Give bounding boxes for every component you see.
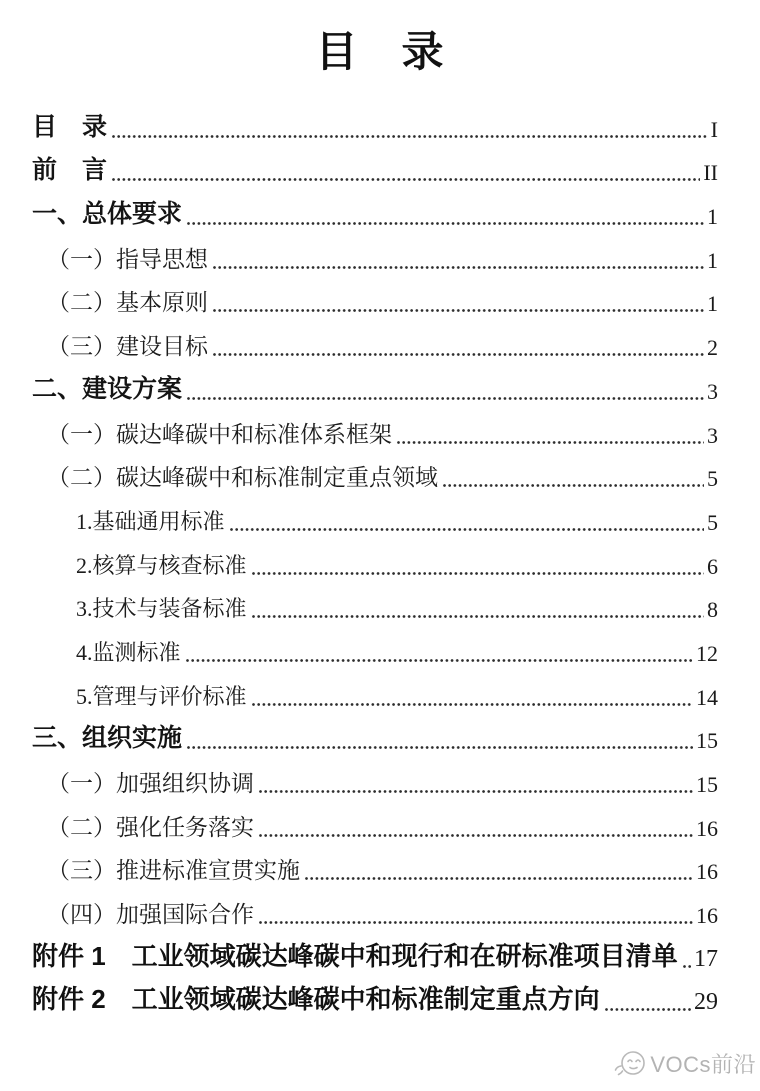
toc-entry-label: （二）基本原则 bbox=[47, 290, 208, 316]
toc-entry-label: 目 录 bbox=[32, 112, 108, 141]
dot-leader bbox=[213, 266, 704, 269]
toc-list bbox=[0, 105, 760, 1022]
toc-entry-label: （二）碳达峰碳中和标准制定重点领域 bbox=[47, 465, 438, 491]
toc-entry bbox=[32, 673, 718, 717]
dot-leader bbox=[112, 178, 700, 181]
dot-leader bbox=[112, 135, 708, 138]
toc-entry-label: 5.管理与评价标准 bbox=[76, 683, 247, 709]
toc-entry bbox=[32, 149, 718, 193]
toc-entry bbox=[32, 804, 718, 848]
toc-entry-page: I bbox=[710, 116, 718, 142]
toc-entry-page: 3 bbox=[707, 422, 718, 448]
toc-entry bbox=[32, 323, 718, 367]
toc-entry-label: 三、组织实施 bbox=[32, 724, 183, 753]
toc-entry-label: 3.技术与装备标准 bbox=[76, 596, 247, 622]
dot-leader bbox=[252, 572, 704, 575]
toc-entry bbox=[32, 236, 718, 280]
dot-leader bbox=[252, 615, 704, 618]
toc-entry-label: （三）建设目标 bbox=[47, 334, 208, 360]
toc-entry bbox=[32, 979, 718, 1023]
toc-entry bbox=[32, 891, 718, 935]
toc-entry-page: 16 bbox=[696, 903, 718, 929]
toc-entry-label: 4.监测标准 bbox=[76, 639, 181, 665]
toc-entry-label: （一）碳达峰碳中和标准体系框架 bbox=[47, 421, 392, 447]
watermark bbox=[614, 1048, 756, 1079]
toc-entry-label: 附件 1 工业领域碳达峰碳中和现行和在研标准项目清单 bbox=[32, 940, 678, 971]
toc-entry-page: II bbox=[703, 160, 718, 186]
toc-entry-page: 15 bbox=[696, 728, 718, 754]
toc-entry-label: 一、总体要求 bbox=[32, 200, 183, 229]
dot-leader bbox=[259, 834, 693, 837]
watermark-text: VOCs前沿 bbox=[650, 1052, 756, 1077]
toc-entry-page: 3 bbox=[707, 378, 718, 404]
dot-leader bbox=[605, 1008, 691, 1011]
dot-leader bbox=[213, 309, 704, 312]
dot-leader bbox=[187, 746, 693, 749]
toc-entry bbox=[32, 367, 718, 411]
dot-leader bbox=[186, 659, 693, 662]
toc-entry-page: 16 bbox=[696, 815, 718, 841]
toc-entry bbox=[32, 411, 718, 455]
toc-entry bbox=[32, 935, 718, 979]
toc-entry-page: 1 bbox=[707, 291, 718, 317]
toc-entry-label: 二、建设方案 bbox=[32, 374, 183, 403]
toc-entry-page: 29 bbox=[694, 989, 718, 1016]
toc-entry-label: （四）加强国际合作 bbox=[47, 902, 254, 928]
dot-leader bbox=[213, 353, 704, 356]
dot-leader bbox=[187, 397, 704, 400]
toc-entry-page: 17 bbox=[694, 945, 718, 972]
toc-entry-label: （二）强化任务落实 bbox=[47, 814, 254, 840]
toc-entry-page: 6 bbox=[707, 553, 718, 579]
toc-entry-page: 1 bbox=[707, 247, 718, 273]
toc-entry-page: 5 bbox=[707, 509, 718, 535]
toc-entry bbox=[32, 498, 718, 542]
toc-entry-label: 前 言 bbox=[32, 156, 108, 185]
toc-entry bbox=[32, 848, 718, 892]
toc-entry bbox=[32, 542, 718, 586]
dot-leader bbox=[305, 877, 693, 880]
toc-entry-label: 2.核算与核查标准 bbox=[76, 552, 247, 578]
dot-leader bbox=[683, 965, 691, 968]
dot-leader bbox=[187, 222, 704, 225]
toc-entry-page: 5 bbox=[707, 466, 718, 492]
wechat-face-icon bbox=[614, 1048, 647, 1079]
dot-leader bbox=[259, 921, 693, 924]
dot-leader bbox=[397, 441, 704, 444]
toc-entry-page: 16 bbox=[696, 859, 718, 885]
toc-entry-page: 14 bbox=[696, 684, 718, 710]
toc-entry bbox=[32, 586, 718, 630]
toc-entry-label: 1.基础通用标准 bbox=[76, 508, 225, 534]
toc-entry bbox=[32, 760, 718, 804]
page-title: 目 录 bbox=[315, 28, 445, 75]
toc-entry-label: （一）加强组织协调 bbox=[47, 771, 254, 796]
dot-leader bbox=[443, 484, 704, 487]
toc-entry-label: 附件 2 工业领域碳达峰碳中和标准制定重点方向 bbox=[32, 984, 600, 1015]
toc-entry-page: 12 bbox=[696, 640, 718, 666]
toc-entry-page: 1 bbox=[707, 204, 718, 230]
toc-entry bbox=[32, 280, 718, 324]
toc-entry-page: 15 bbox=[696, 772, 718, 797]
toc-entry bbox=[32, 717, 718, 761]
dot-leader bbox=[259, 790, 693, 793]
toc-entry-label: （一）指导思想 bbox=[47, 246, 208, 272]
dot-leader bbox=[252, 703, 693, 706]
toc-entry-page: 8 bbox=[707, 597, 718, 623]
dot-leader bbox=[230, 528, 704, 531]
toc-entry bbox=[32, 455, 718, 499]
toc-entry bbox=[32, 105, 718, 149]
toc-entry-page: 2 bbox=[707, 335, 718, 361]
toc-entry bbox=[32, 629, 718, 673]
toc-entry bbox=[32, 192, 718, 236]
toc-entry-label: （三）推进标准宣贯实施 bbox=[47, 858, 300, 884]
